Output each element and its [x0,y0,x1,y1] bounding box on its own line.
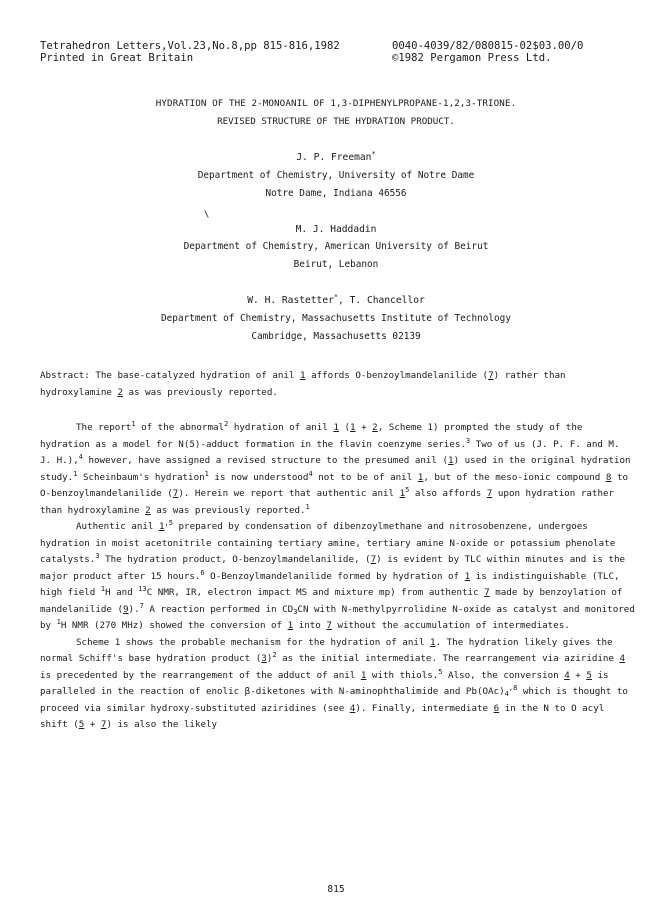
citation: 1 [73,469,78,478]
compound-ref: 1 [333,422,339,433]
author-3-address: Cambridge, Massachusetts 02139 [251,331,421,342]
compound-ref: 7 [484,587,490,598]
text: H and [105,587,139,598]
citation: 3 [95,552,100,560]
text: to O-benzoylmandelanilide ( [40,471,629,499]
abstract-text: The base-catalyzed hydration of anil [89,370,300,381]
paper-title-line-1: HYDRATION OF THE 2-MONOANIL OF 1,3-DIPHENYLPROPANE-1,2,3-TRIONE. [155,98,517,109]
citation: 7 [139,601,144,610]
text: The report [76,422,132,433]
text: Also, the conversion [442,669,565,681]
abstract-text: affords O-benzoylmandelanilide ( [305,370,489,381]
author-1-address: Notre Dame, Indiana 46556 [265,188,407,199]
text: in the N to O acyl shift ( [40,702,605,730]
compound-ref: 7 [488,370,494,381]
text: Authentic anil [76,521,159,532]
corresponding-mark: * [333,293,339,301]
compound-ref: 1 [417,471,424,483]
author-1-name: J. P. Freeman [296,152,372,163]
citation: 3 [465,436,471,445]
citation: 4 [78,453,83,461]
compound-ref: 8 [605,471,612,483]
compound-ref: 1 [350,422,356,433]
compound-ref: 1 [360,669,367,681]
author-1 [0,152,672,163]
paper-title-line-2: REVISED STRUCTURE OF THE HYDRATION PRODUCT. [217,116,455,127]
abstract-text: ) rather than hydroxylamine [40,370,566,398]
stray-mark: \ [204,210,210,220]
text: made by benzoylation of mandelanilide ( [40,587,623,615]
code-line-1: 0040-4039/82/080815-02$03.00/0 [392,40,584,52]
isotope-mark: 13 [138,585,147,593]
text: , but of the meso-ionic compound [423,471,606,483]
subscript: 3 [293,607,298,616]
citation: 4 [308,469,313,478]
journal-line-1: Tetrahedron Letters,Vol.23,No.8,pp 815-816,1982 [40,40,340,52]
compound-ref: 5 [78,719,85,730]
author-2-address: Beirut, Lebanon [293,259,379,270]
text: C NMR, IR, electron impact MS and mixture mp) from authentic [146,587,485,598]
page-number: 815 [327,884,345,895]
corresponding-mark: * [371,150,376,158]
compound-ref: 5 [586,669,592,681]
author-4-name: , T. Chancellor [338,295,425,306]
text: also affords [409,488,487,499]
journal-line-2: Printed in Great Britain [40,52,194,64]
text: ). Finally, intermediate [355,702,494,714]
citation: 2 [272,651,277,659]
paragraph-3: Scheme 1 shows the probable mechanism for the hydration of anil 1. The hydration likely gives the normal Schiff's base hydration product $(3)^2$ as the initial intermediate. The rearrangement via aziridine 4 is precedented by the rearrangement of the adduct of anil 1 with thiols.$^5$ Also, the conversion 4 + 5 is paralleled in the reaction of enolic β-diketones with N-aminophthalimide and $Pb(OAc)_4^{,8}$ which is thought to proceed via similar hydroxy-substituted aziridines (see 4). Finally, intermediate 6 in the N to O acyl shift (5 + 7) is also the likely [40,636,628,730]
subscript: 4 [504,690,509,698]
citation: 1 [131,420,136,428]
compound-ref: 2 [145,504,151,516]
abstract-label: Abstract: [40,370,90,381]
compound-ref: 1 [300,370,306,381]
text: + [84,719,101,730]
abstract [40,368,636,401]
compound-ref: 4 [349,702,356,714]
text: + [355,422,373,433]
citation: 5 [438,667,443,676]
compound-ref: 2 [117,386,123,398]
text: Two of us (J. P. F. and M. J. H.), [40,438,620,466]
author-2: M. J. Haddadin [295,224,377,235]
compound-ref: 7 [370,554,377,565]
text: is paralleled in the reaction of enolic β-diketones with N-aminophthalimide and Pb(OAc) [40,669,609,697]
citation: ,5 [164,519,173,527]
compound-ref: 6 [493,702,500,714]
author-3-name: W. H. Rastetter [247,295,334,306]
text: which is thought to proceed via similar hydroxy-substituted aziridines (see [40,686,628,714]
text: is precedented by the rearrangement of the adduct of anil [40,669,361,681]
text: , Scheme 1) prompted the study of the hydration as a model for N(5)-adduct formation in the flavin coenzyme series. [40,422,583,450]
compound-ref: 2 [372,422,378,433]
paragraph-1 [40,420,636,519]
text: Scheme 1 shows the probable mechanism for the hydration of anil [76,636,431,648]
text: is indistinguishable (TLC, high field [40,570,620,598]
compound-ref: 1 [158,521,165,532]
compound-ref: 3 [261,653,267,664]
compound-ref: 7 [326,620,332,631]
text: Scheinbaum's hydration [77,471,205,483]
compound-ref: 4 [564,669,570,681]
text: into [293,620,327,631]
text: O-Benzoylmandelanilide formed by hydration of [204,570,465,582]
compound-ref: 7 [100,719,107,730]
text: as the initial intermediate. The rearrangement via aziridine [276,653,620,664]
text: ). [128,603,140,615]
citation: 6 [200,568,205,577]
text: however, have assigned a revised structure to the presumed anil ( [82,455,449,466]
text: hydration of anil [228,422,334,433]
text: ) used in the original hydration study. [40,455,631,483]
compound-ref: 7 [172,488,179,499]
text: as was previously reported. [150,504,306,516]
author-3-affiliation: Department of Chemistry, Massachusetts Institute of Technology [161,313,511,324]
text: ) is also the likely [106,719,218,730]
citation: 5 [405,486,410,494]
compound-ref: 1 [430,636,436,648]
text: . The hydration likely gives the normal Schiff's base hydration product ( [40,636,613,664]
author-3 [0,295,672,306]
paragraph-2 [40,519,636,635]
text: A reaction performed in CD [143,603,294,615]
text: The hydration product, O-benzoylmandelanilide, ( [99,554,371,565]
text: ) is evident by TLC within minutes and is the major product after 15 hours. [40,554,626,582]
compound-ref: 7 [486,488,493,499]
citation: ,8 [508,684,518,692]
journal-citation [40,40,340,64]
compound-ref: 1 [287,620,294,631]
text: with thiols. [366,669,439,681]
text: prepared by condensation of dibenzoylmethane and nitrosobenzene, undergoes hydration in moist acetonitrile containing tertiary amine, tertiary amine N-oxide or potassium phenolate catalysts. [40,521,616,565]
text: of the abnormal [135,422,225,433]
author-2-affiliation: Department of Chemistry, American University of Beirut [183,241,489,252]
text: ). Herein we report that authentic anil [178,488,400,499]
compound-ref: 9 [122,603,129,615]
publisher-code [392,40,583,64]
compound-ref: 1 [399,488,406,499]
body-text [40,420,636,734]
abstract-text: as was previously reported. [123,386,278,398]
text: upon hydration rather than hydroxylamine [40,488,615,516]
code-line-2: ©1982 Pergamon Press Ltd. [392,52,552,64]
citation: 1 [305,502,310,511]
compound-ref: 1 [448,455,454,466]
isotope-mark: 1 [100,585,106,593]
author-1-affiliation: Department of Chemistry, University of Notre Dame [197,170,475,181]
citation: 1 [204,469,209,478]
text: without the accumulation of intermediates. [331,620,570,631]
text: H NMR (270 MHz) showed the conversion of [60,620,288,631]
isotope-mark: 1 [56,618,61,626]
text: ( [338,422,351,433]
compound-ref: 1 [464,570,471,582]
citation: 2 [224,420,229,428]
compound-ref: 4 [619,653,626,664]
text: not to be of anil [312,471,418,483]
text: is now understood [208,471,309,483]
text: + [569,669,587,681]
text: CN with N-methylpyrrolidine N-oxide as catalyst and monitored by [40,603,635,631]
